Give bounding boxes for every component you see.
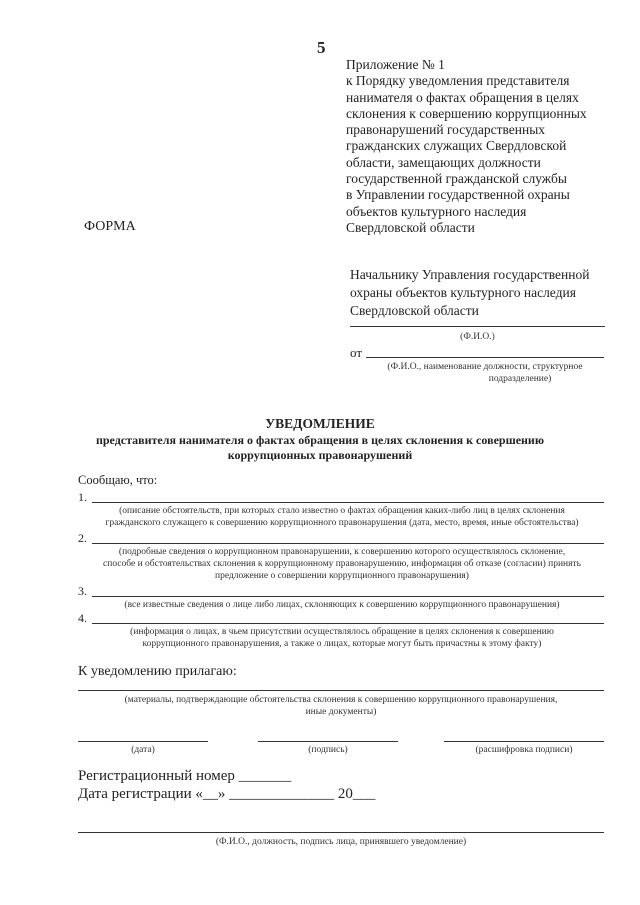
- from-label: от: [350, 345, 363, 360]
- caption-line: (информация о лицах, в чьем присутствии осуществлялось обращение в целях склонения к совершению: [130, 627, 554, 637]
- appendix-line: гражданских служащих Свердловской: [346, 138, 567, 154]
- caption-line: гражданского служащего к совершению коррупционного правонарушения (дата, место, время, иные обстоятельства): [105, 518, 579, 528]
- attachments-caption: [78, 694, 604, 718]
- item-3-line[interactable]: [92, 596, 604, 597]
- addressee-block: [350, 266, 620, 320]
- intro-text: Сообщаю, что:: [78, 473, 158, 487]
- appendix-line: государственной гражданской службы: [346, 171, 567, 187]
- item-number: 1.: [78, 490, 87, 504]
- item-2-line[interactable]: [92, 543, 604, 544]
- from-caption: [366, 361, 604, 385]
- decoding-caption: (расшифровка подписи): [475, 745, 573, 755]
- item-number: 3.: [78, 584, 87, 598]
- caption-line: предложение о совершении коррупционного правонарушения): [215, 571, 469, 581]
- caption-line: способе и обстоятельствах склонения к коррупционному правонарушению, информация об отказе (согласии) принять: [103, 559, 581, 569]
- appendix-line: нанимателя о фактах обращения в целях: [346, 89, 579, 105]
- from-caption-line: (Ф.И.О., наименование должности, структурное: [387, 362, 583, 372]
- date-line[interactable]: [78, 741, 208, 742]
- decoding-line[interactable]: [444, 741, 604, 742]
- item-number: 2.: [78, 531, 87, 545]
- signature-line[interactable]: [258, 741, 398, 742]
- caption-line: (подробные сведения о коррупционном правонарушении, к совершению которого осуществлялось склонение,: [118, 547, 566, 557]
- item-2-caption: [78, 546, 606, 582]
- appendix-line: правонарушений государственных: [346, 122, 546, 138]
- appendix-line: объектов культурного наследия: [346, 203, 527, 219]
- item-3-caption: [78, 599, 606, 611]
- addressee-fio-line[interactable]: [350, 326, 605, 327]
- registration-number[interactable]: Регистрационный номер _______: [78, 768, 292, 784]
- from-line[interactable]: [366, 357, 604, 358]
- item-4-caption: [78, 626, 606, 650]
- subtitle-line: представителя нанимателя о фактах обращения в целях склонения к совершению: [95, 433, 545, 447]
- attachments-line[interactable]: [78, 690, 604, 691]
- caption-line: (материалы, подтверждающие обстоятельства склонения к совершению коррупционного правонарушения,: [124, 695, 558, 705]
- appendix-line: склонения к совершению коррупционных: [346, 105, 587, 121]
- addressee-line: Свердловской области: [350, 303, 479, 318]
- caption-line: (все известные сведения о лице либо лицах, склоняющих к совершению коррупционного правонарушения): [124, 600, 560, 610]
- notice-subtitle: [60, 433, 580, 463]
- signature-caption: (подпись): [308, 745, 348, 755]
- addressee-line: Начальнику Управления государственной: [350, 267, 590, 282]
- appendix-line: Приложение № 1: [346, 57, 445, 72]
- appendix-line: в Управлении государственной охраны: [346, 187, 570, 203]
- receiver-caption: (Ф.И.О., должность, подпись лица, принявшего уведомление): [215, 837, 467, 847]
- item-1-caption: [78, 505, 606, 529]
- attachments-label: К уведомлению прилагаю:: [78, 664, 237, 679]
- notice-heading: УВЕДОМЛЕНИЕ: [265, 416, 375, 431]
- item-number: 4.: [78, 611, 87, 625]
- date-caption: (дата): [131, 745, 155, 755]
- receiver-line[interactable]: [78, 832, 604, 833]
- appendix-line: к Порядку уведомления представителя: [346, 73, 570, 89]
- appendix-line: области, замещающих должности: [346, 154, 541, 170]
- appendix-header: [346, 57, 616, 236]
- addressee-line: охраны объектов культурного наследия: [350, 285, 576, 300]
- caption-line: иные документы): [305, 707, 377, 717]
- form-label: ФОРМА: [84, 219, 136, 234]
- item-4-line[interactable]: [92, 623, 604, 624]
- subtitle-line: коррупционных правонарушений: [227, 448, 413, 462]
- item-1-line[interactable]: [92, 502, 604, 503]
- page-number: 5: [317, 38, 326, 57]
- caption-line: (описание обстоятельств, при которых стало известно о фактах обращения каких-либо лиц в целях склонения: [119, 506, 565, 516]
- caption-line: коррупционного правонарушения, а также о лицах, которые могут быть причастны к этому факту): [142, 639, 542, 649]
- registration-date[interactable]: Дата регистрации «__» ______________ 20___: [78, 786, 376, 802]
- addressee-fio-caption: (Ф.И.О.): [460, 332, 495, 342]
- from-caption-line: подразделение): [488, 374, 552, 384]
- appendix-line: Свердловской области: [346, 219, 475, 235]
